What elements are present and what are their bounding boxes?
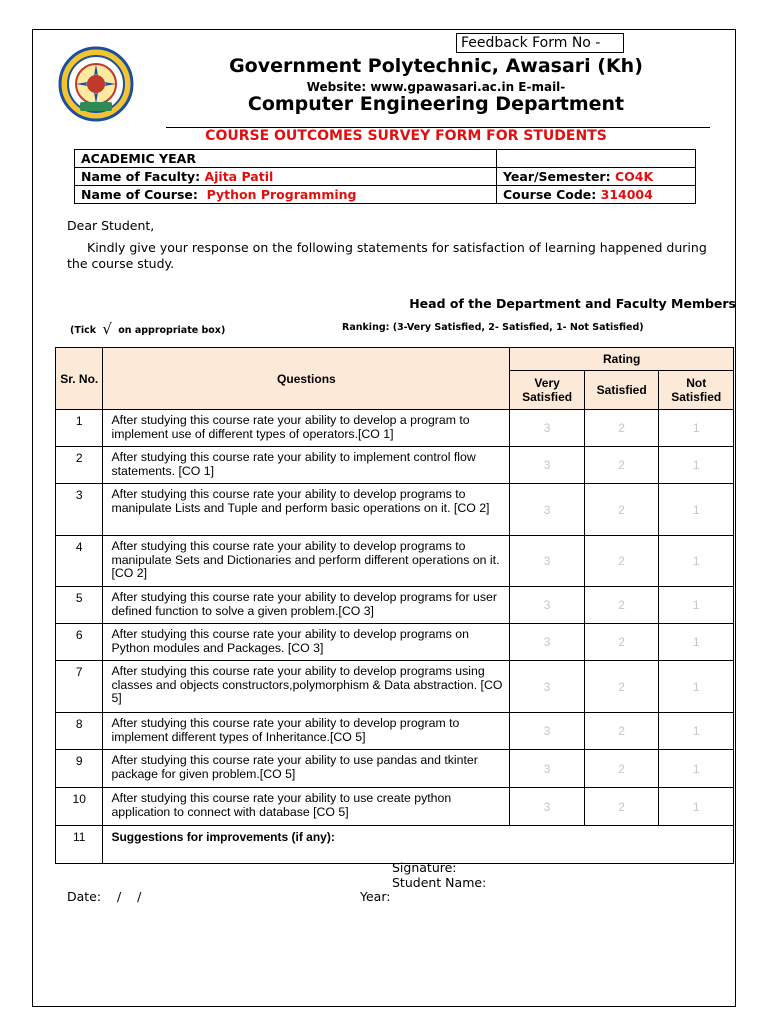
rating-header: Rating (510, 348, 734, 371)
date-field: Date: / / (67, 889, 142, 904)
table-row (56, 410, 734, 447)
intro-paragraph: Kindly give your response on the following statements for satisfaction of learning happened during the course study. (67, 240, 707, 271)
row-number: 6 (56, 624, 103, 661)
row-number: 2 (56, 447, 103, 484)
rating-very-satisfied[interactable]: 3 (510, 661, 585, 713)
survey-title: COURSE OUTCOMES SURVEY FORM FOR STUDENTS (205, 128, 607, 144)
tick-instruction (70, 319, 225, 337)
row-number: 9 (56, 750, 103, 788)
year-semester-label: Year/Semester: (503, 169, 611, 184)
course-name-cell (75, 186, 497, 204)
table-row (56, 788, 734, 826)
rating-very-satisfied[interactable]: 3 (510, 410, 585, 447)
row-number: 7 (56, 661, 103, 713)
academic-year-row (75, 150, 696, 168)
rating-very-satisfied[interactable]: 3 (510, 536, 585, 587)
checkmark-icon: √ (102, 320, 112, 338)
rating-very-satisfied[interactable]: 3 (510, 624, 585, 661)
questions-header: Questions (103, 348, 510, 410)
feedback-form-number: Feedback Form No - (456, 33, 624, 53)
year-semester-cell (497, 168, 696, 186)
row-number: 1 (56, 410, 103, 447)
rating-very-satisfied[interactable]: 3 (510, 484, 585, 536)
greeting: Dear Student, (67, 218, 155, 233)
question-text: After studying this course rate your ability to use pandas and tkinter package for given problem.[CO 5] (103, 750, 510, 788)
question-text: After studying this course rate your ability to use create python application to connect with database [CO 5] (103, 788, 510, 826)
row-number: 5 (56, 587, 103, 624)
tick-instruction-start: (Tick (70, 325, 97, 336)
question-text: After studying this course rate your ability to develop programs to manipulate Lists and Tuple and perform basic operations on it. [CO 2] (103, 484, 510, 536)
faculty-label: Name of Faculty: (81, 169, 201, 184)
signature-label: Signature: (392, 860, 457, 875)
table-row (56, 484, 734, 536)
ranking-legend: Ranking: (3-Very Satisfied, 2- Satisfied, 1- Not Satisfied) (342, 322, 644, 333)
row-number: 8 (56, 713, 103, 750)
rating-not-satisfied[interactable]: 1 (659, 661, 734, 713)
department-name: Computer Engineering Department (247, 93, 625, 115)
rating-not-satisfied[interactable]: 1 (659, 750, 734, 788)
row-number: 10 (56, 788, 103, 826)
rating-satisfied[interactable]: 2 (584, 661, 659, 713)
satisfied-header: Satisfied (584, 371, 659, 410)
course-name-value: Python Programming (206, 187, 357, 202)
rating-satisfied[interactable]: 2 (584, 713, 659, 750)
suggestion-row (56, 826, 734, 864)
rating-not-satisfied[interactable]: 1 (659, 410, 734, 447)
year-field: Year: (360, 889, 391, 904)
table-row (56, 587, 734, 624)
table-row (56, 713, 734, 750)
course-row (75, 186, 696, 204)
not-satisfied-header: Not Satisfied (659, 371, 734, 410)
institute-name: Government Polytechnic, Awasari (Kh) (229, 55, 643, 77)
question-text: After studying this course rate your ability to develop programs on Python modules and Packages. [CO 3] (103, 624, 510, 661)
question-text: After studying this course rate your ability to develop programs using classes and objects constructors,polymorphism & Data abstraction. [CO 5] (103, 661, 510, 713)
rating-not-satisfied[interactable]: 1 (659, 536, 734, 587)
suggestion-field[interactable]: Suggestions for improvements (if any): (103, 826, 734, 864)
question-text: After studying this course rate your ability to implement control flow statements. [CO 1] (103, 447, 510, 484)
faculty-row (75, 168, 696, 186)
rating-not-satisfied[interactable]: 1 (659, 713, 734, 750)
table-header-row (56, 348, 734, 371)
rating-satisfied[interactable]: 2 (584, 587, 659, 624)
year-semester-value: CO4K (614, 169, 654, 184)
faculty-cell (75, 168, 497, 186)
rating-very-satisfied[interactable]: 3 (510, 788, 585, 826)
rating-not-satisfied[interactable]: 1 (659, 484, 734, 536)
question-text: After studying this course rate your ability to develop programs for user defined function to solve a given problem.[CO 3] (103, 587, 510, 624)
rating-satisfied[interactable]: 2 (584, 750, 659, 788)
rating-satisfied[interactable]: 2 (584, 788, 659, 826)
course-code-label: Course Code: (503, 187, 597, 202)
question-text: After studying this course rate your ability to develop program to implement different types of Inheritance.[CO 5] (103, 713, 510, 750)
rating-satisfied[interactable]: 2 (584, 447, 659, 484)
rating-very-satisfied[interactable]: 3 (510, 713, 585, 750)
student-name-label: Student Name: (392, 875, 487, 890)
academic-year-value[interactable] (497, 150, 696, 168)
row-number: 3 (56, 484, 103, 536)
table-row (56, 750, 734, 788)
table-row (56, 624, 734, 661)
rating-satisfied[interactable]: 2 (584, 484, 659, 536)
rating-not-satisfied[interactable]: 1 (659, 624, 734, 661)
question-text: After studying this course rate your ability to develop programs to manipulate Sets and Dictionaries and perform different operations on it.[CO 2] (103, 536, 510, 587)
question-text: After studying this course rate your ability to develop a program to implement use of different types of operators.[CO 1] (103, 410, 510, 447)
signoff: Head of the Department and Faculty Members (409, 296, 736, 311)
rating-satisfied[interactable]: 2 (584, 624, 659, 661)
survey-table (55, 347, 734, 864)
tick-instruction-end: on appropriate box) (118, 325, 226, 336)
rating-satisfied[interactable]: 2 (584, 536, 659, 587)
academic-year-label: ACADEMIC YEAR (75, 150, 497, 168)
course-code-value: 314004 (600, 187, 653, 202)
signature-block (392, 860, 486, 890)
very-satisfied-header: Very Satisfied (510, 371, 585, 410)
table-row (56, 536, 734, 587)
rating-not-satisfied[interactable]: 1 (659, 788, 734, 826)
rating-satisfied[interactable]: 2 (584, 410, 659, 447)
rating-not-satisfied[interactable]: 1 (659, 447, 734, 484)
row-number: 11 (56, 826, 103, 864)
table-row (56, 661, 734, 713)
course-info-table (74, 149, 696, 204)
sr-no-header: Sr. No. (56, 348, 103, 410)
rating-very-satisfied[interactable]: 3 (510, 447, 585, 484)
row-number: 4 (56, 536, 103, 587)
course-code-cell (497, 186, 696, 204)
faculty-value: Ajita Patil (204, 169, 274, 184)
rating-not-satisfied[interactable]: 1 (659, 587, 734, 624)
rating-very-satisfied[interactable]: 3 (510, 587, 585, 624)
table-row (56, 447, 734, 484)
course-name-label: Name of Course: (81, 187, 198, 202)
website-line: Website: www.gpawasari.ac.in E-mail- (306, 80, 566, 94)
rating-very-satisfied[interactable]: 3 (510, 750, 585, 788)
institute-logo (58, 46, 134, 122)
